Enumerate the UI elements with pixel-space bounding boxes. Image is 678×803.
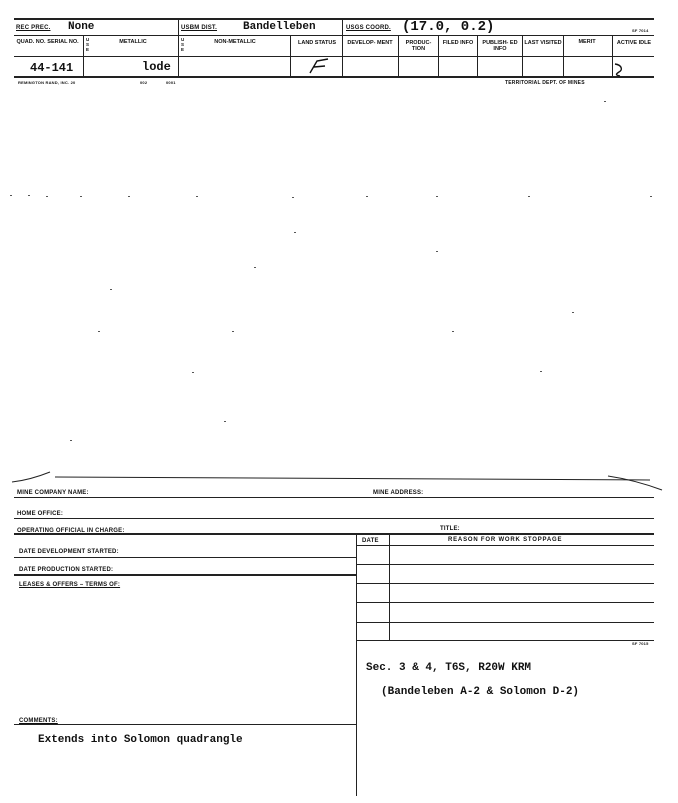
form-number: SF 7014 — [632, 28, 649, 33]
home-office-label: HOME OFFICE: — [17, 511, 64, 517]
location-line-1: Sec. 3 & 4, T6S, R20W KRM — [366, 662, 532, 674]
pen-stroke-icon — [612, 62, 626, 78]
rule — [14, 574, 356, 576]
divider — [389, 533, 390, 641]
rule — [14, 724, 356, 725]
rule — [356, 545, 654, 546]
operating-official-label: OPERATING OFFICIAL IN CHARGE: — [17, 528, 125, 534]
rule — [356, 622, 654, 623]
printer-code-2: 0001 — [166, 80, 176, 85]
form-number-2: SF 7015 — [632, 641, 649, 646]
comments-label: COMMENTS: — [19, 718, 58, 724]
col-published-info: PUBLISH- ED INFO — [482, 40, 518, 53]
col-quad-no: QUAD. NO. — [16, 39, 46, 45]
date-column-header: DATE — [362, 538, 379, 544]
quad-serial-value: 44-141 — [30, 61, 74, 75]
divider — [356, 641, 357, 796]
usbm-dist-label: USBM DIST. — [181, 25, 218, 31]
divider — [438, 35, 439, 76]
usgs-coord-label: USGS COORD. — [346, 25, 391, 31]
leases-offers-label: LEASES & OFFERS – TERMS OF: — [19, 582, 121, 588]
printer-code-1: 002 — [140, 80, 148, 85]
col-non-metallic: NON-METALLIC — [214, 39, 256, 45]
location-line-2: (Bandeleben A-2 & Solomon D-2) — [381, 686, 580, 698]
printer-mark: REMINGTON RAND, INC. 20 — [18, 80, 76, 85]
divider — [178, 18, 179, 76]
col-last-visited: LAST VISITED — [524, 40, 562, 46]
col-production: PRODUC- TION — [405, 40, 432, 53]
rec-prec-value: None — [68, 21, 95, 33]
metallic-value: lode — [142, 60, 171, 74]
col-land-status: LAND STATUS — [298, 40, 336, 46]
reason-column-header: REASON FOR WORK STOPPAGE — [448, 537, 563, 543]
title-label: TITLE: — [440, 526, 460, 532]
col-development: DEVELOP- MENT — [347, 40, 393, 46]
col-merit: MERIT — [578, 39, 596, 45]
divider — [563, 35, 564, 76]
col-use-2: U S E — [181, 37, 185, 52]
rule — [14, 557, 356, 558]
col-active-idle: ACTIVE IDLE — [616, 40, 652, 46]
col-use-1: U S E — [86, 37, 90, 52]
col-filed-info: FILED INFO — [442, 40, 474, 46]
check-mark-icon — [308, 57, 330, 75]
col-metallic: METALLIC — [119, 39, 147, 45]
rule — [356, 583, 654, 584]
divider — [342, 18, 343, 76]
divider — [477, 35, 478, 76]
top-rule — [14, 18, 654, 20]
rule — [356, 602, 654, 603]
rec-prec-label: REC PREC. — [16, 25, 51, 31]
rule — [356, 640, 654, 641]
rule — [14, 497, 654, 498]
comments-value: Extends into Solomon quadrangle — [38, 734, 243, 746]
mine-company-label: MINE COMPANY NAME: — [17, 490, 89, 496]
department-mark: TERRITORIAL DEPT. OF MINES — [505, 80, 585, 86]
divider — [398, 35, 399, 76]
col-serial-no: SERIAL NO. — [47, 39, 79, 45]
usgs-coord-value: (17.0, 0.2) — [402, 19, 495, 35]
divider — [356, 533, 357, 641]
header-rule — [14, 35, 654, 36]
row-bottom-rule — [14, 76, 654, 78]
divider — [522, 35, 523, 76]
date-production-label: DATE PRODUCTION STARTED: — [19, 567, 114, 573]
rule — [356, 564, 654, 565]
date-development-label: DATE DEVELOPMENT STARTED: — [19, 549, 119, 555]
header-bottom-rule — [14, 56, 654, 57]
rule — [14, 518, 654, 519]
usbm-dist-value: Bandelleben — [243, 21, 316, 33]
mine-address-label: MINE ADDRESS: — [373, 490, 424, 496]
divider — [290, 35, 291, 76]
divider — [83, 35, 84, 76]
form-top-curves — [10, 468, 670, 492]
